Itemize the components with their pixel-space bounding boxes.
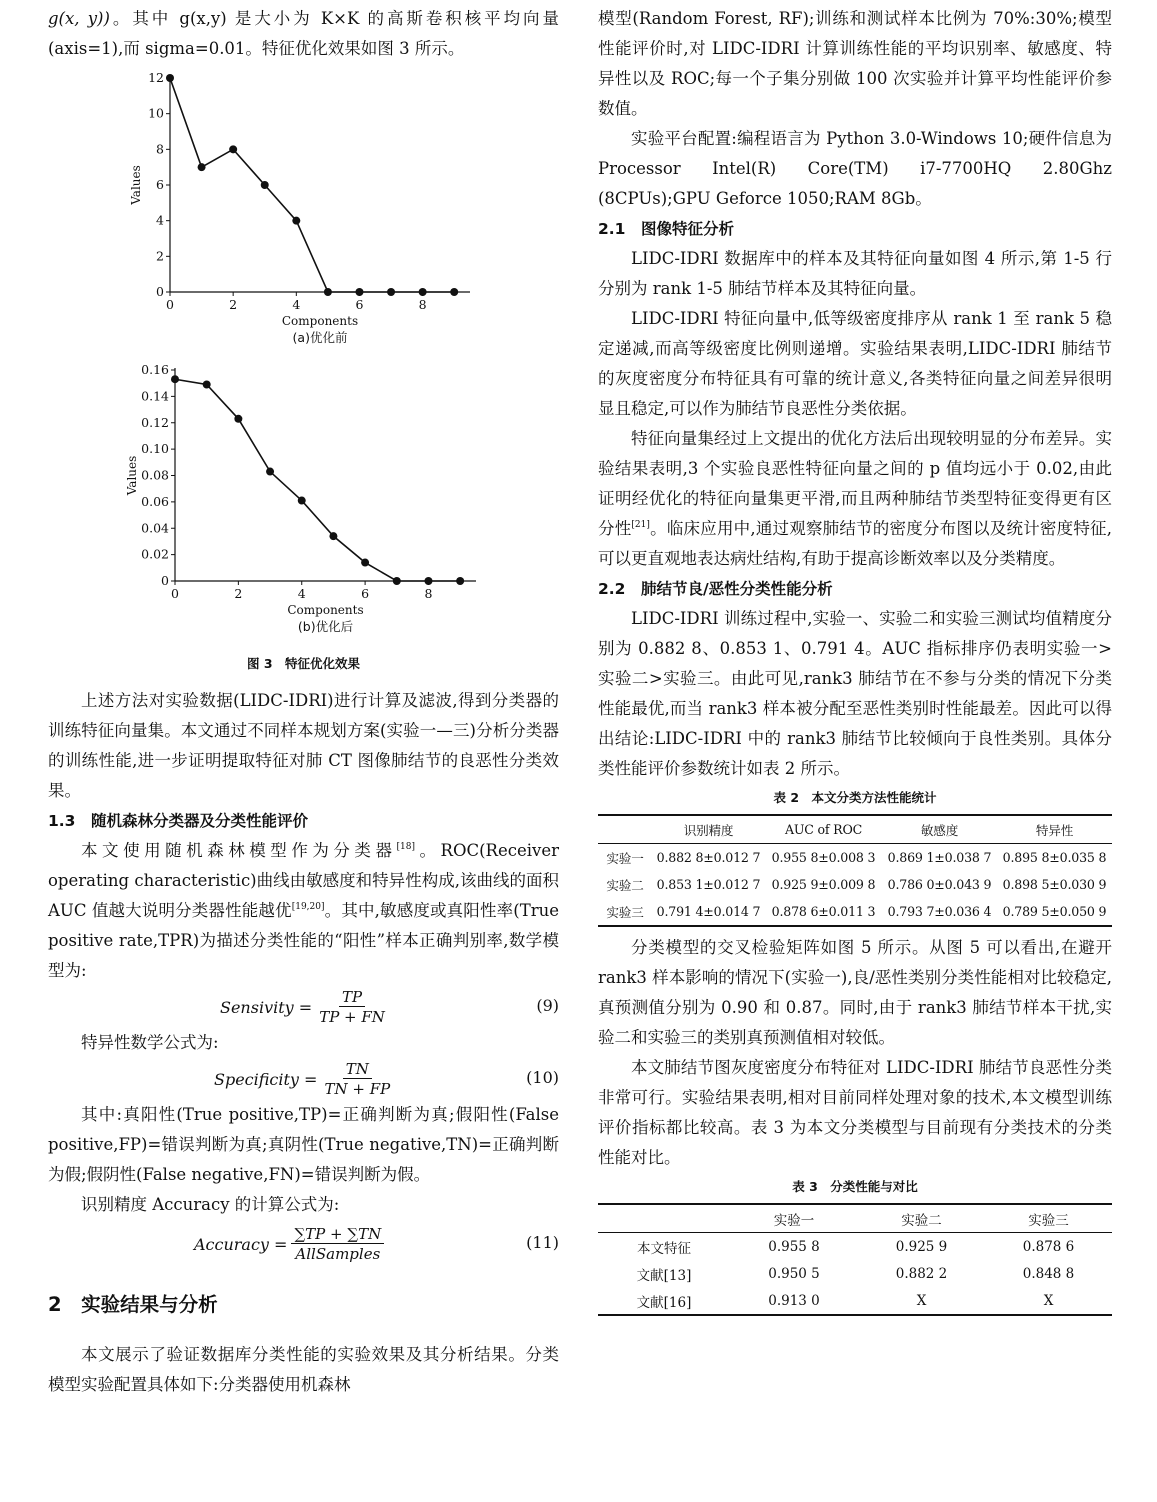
table-header-cell (598, 1204, 730, 1233)
data-point (298, 497, 306, 505)
data-point (266, 468, 274, 476)
equation-9-number: (9) (536, 996, 559, 1015)
data-point (329, 532, 337, 540)
x-tick-label: 4 (292, 297, 301, 312)
data-point (171, 375, 179, 383)
x-tick-label: 6 (361, 586, 370, 601)
paragraph-classification: LIDC-IDRI 训练过程中,实验一、实验二和实验三测试均值精度分别为 0.882 8、0.853 1、0.791 4。AUC 指标排序仍表明实验一>实验二>实验三。由此可见,rank3 肺结节在不参与分类的情况下分类性能最优,而当 rank3 样本被分配至恶性类别时性能最差。因此可以得出结论:LIDC-IDRI 中的 rank3 肺结节比较倾向于良性类别。具体分类性能评价参数统计如表 2 所示。 (598, 609, 1112, 778)
equation-11-denominator: AllSamples (295, 1244, 381, 1263)
y-tick-label: 0 (161, 573, 169, 588)
data-point (419, 288, 427, 296)
paragraph-method: 上述方法对实验数据(LIDC-IDRI)进行计算及滤波,得到分类器的训练特征向量集。本文通过不同样本规划方案(实验一—三)分析分类器的训练性能,进一步证明提取特征对肺 CT 图像肺结节的良恶性分类效果。 (48, 691, 559, 800)
paragraph-optimization: 特征向量集经过上文提出的优化方法后出现较明显的分布差异。实验结果表明,3 个实验良恶性特征向量之间的 p 值均远小于 0.02,由此证明经优化的特征向量集更平滑,而且两种肺结节类型特征变得更有区分性[21]。临床应用中,通过观察肺结节的密度分布图以及统计密度特征,可以更直观地表达病灶结构,有助于提高诊断效率以及分类精度。 (598, 429, 1112, 568)
table-cell: 0.789 5±0.050 9 (1002, 904, 1107, 919)
x-tick-label: 0 (166, 297, 174, 312)
x-tick-label: 0 (171, 586, 179, 601)
table-header-cell: AUC of ROC (784, 822, 863, 837)
data-point (292, 217, 300, 225)
x-axis-label: Components (287, 603, 364, 617)
section-heading-2-1: 2.1 图像特征分析 (598, 220, 734, 238)
table-cell: 0.786 0±0.043 9 (887, 877, 992, 892)
paragraph-accuracy: 识别精度 Accuracy 的计算公式为: (81, 1195, 340, 1214)
table-cell: 0.882 8±0.012 7 (656, 850, 761, 865)
equation-9-lhs: Sensivity = (220, 997, 313, 1017)
table-header-cell: 实验一 (773, 1212, 815, 1229)
citation-21: [21] (631, 520, 650, 530)
table-row (598, 1260, 1112, 1287)
y-axis-label: Values (125, 455, 139, 496)
data-point (203, 381, 211, 389)
y-tick-label: 0.06 (141, 493, 169, 509)
table-cell: X (1043, 1292, 1054, 1309)
paragraph-gaussian: g(x, y))。其中 g(x,y) 是大小为 K×K 的高斯卷积核平均向量(axis=1),而 sigma=0.01。特征优化效果如图 3 所示。 (48, 9, 559, 58)
table-header-cell: 实验三 (1028, 1212, 1069, 1229)
equation-10 (48, 1058, 559, 1100)
y-tick-label: 10 (148, 105, 164, 121)
table-cell: 0.791 4±0.014 7 (656, 904, 761, 919)
formula-gxy: g(x, y)) (48, 9, 110, 28)
table-cell: 实验三 (606, 905, 644, 920)
paragraph-definitions: 其中:真阳性(True positive,TP)=正确判断为真;假阳性(False positive,FP)=错误判断为真;真阴性(True negative,TN)=正确判断为假;假阴性(False negative,FN)=错误判断为假。 (48, 1105, 559, 1184)
table-row (598, 844, 1112, 872)
data-point (261, 181, 269, 189)
equation-9-numerator: TP (339, 988, 365, 1007)
y-tick-label: 0.02 (141, 546, 169, 562)
equation-9 (48, 986, 559, 1028)
paragraph-experiment-intro: 本文展示了验证数据库分类性能的实验效果及其分析结果。分类模型实验配置具体如下:分类器使用机森林 (48, 1345, 559, 1394)
table-cell: 0.955 8 (768, 1238, 820, 1255)
table-header-cell: 实验二 (901, 1212, 942, 1229)
y-tick-label: 2 (156, 248, 164, 264)
y-tick-label: 0.14 (141, 388, 169, 404)
table-header-cell: 识别精度 (683, 823, 734, 838)
table-cell: 0.869 1±0.038 7 (887, 850, 992, 865)
data-point (424, 577, 432, 585)
data-point (387, 288, 395, 296)
figure-3-caption: 图 3 特征优化效果 (246, 656, 361, 671)
table-3-caption: 表 3 分类性能与对比 (792, 1179, 918, 1194)
section-heading-2: 2 实验结果与分析 (48, 1293, 218, 1316)
table-cell: 0.895 8±0.035 8 (1002, 850, 1107, 865)
y-tick-label: 0.08 (141, 467, 169, 483)
y-tick-label: 0.12 (141, 414, 169, 430)
data-point (324, 288, 332, 296)
x-tick-label: 8 (424, 586, 433, 601)
equation-11-numerator: ∑TP + ∑TN (291, 1225, 384, 1244)
table-cell: 0.882 2 (895, 1265, 948, 1282)
x-tick-label: 8 (418, 297, 427, 312)
data-point (361, 559, 369, 567)
y-tick-label: 0.16 (141, 362, 169, 377)
table-row (598, 815, 1112, 844)
y-tick-label: 12 (148, 70, 164, 85)
table-cell: 0.878 6±0.011 3 (771, 904, 876, 919)
table-cell: 0.793 7±0.036 4 (887, 904, 992, 919)
table-cell: 0.898 5±0.030 9 (1002, 877, 1107, 892)
table-row (598, 1287, 1112, 1315)
equation-10-numerator: TN (343, 1060, 372, 1079)
table-cell: 0.853 1±0.012 7 (656, 877, 761, 892)
table-cell: 本文特征 (637, 1240, 691, 1257)
table-cell: 0.878 6 (1022, 1238, 1075, 1255)
y-tick-label: 6 (156, 177, 164, 192)
table-cell: 实验一 (606, 851, 644, 866)
table-cell: X (916, 1292, 927, 1309)
citation-18: [18] (396, 842, 415, 852)
y-tick-label: 0.04 (141, 520, 169, 536)
paragraph-feature-vectors: LIDC-IDRI 特征向量中,低等级密度排序从 rank 1 至 rank 5 稳定递减,而高等级密度比例则递增。实验结果表明,LIDC-IDRI 肺结节的灰度密度分布特征具有可靠的统计意义,各类特征向量之间差异很明显且稳定,可以作为肺结节良恶性分类依据。 (598, 309, 1112, 418)
table-cell: 文献[16] (636, 1294, 692, 1311)
table-header-cell: 特异性 (1035, 823, 1074, 838)
section-heading-2-2: 2.2 肺结节良/恶性分类性能分析 (598, 580, 833, 598)
paragraph-cross-validation: 分类模型的交叉检验矩阵如图 5 所示。从图 5 可以看出,在避开 rank3 样本影响的情况下(实验一),良/恶性类别分类性能相对比较稳定,真预测值分别为 0.90 和 0.87。同时,由于 rank3 肺结节样本干扰,实验二和实验三的类别真预测值相对较低。 (598, 938, 1112, 1047)
equation-10-number: (10) (526, 1068, 559, 1087)
equation-11-number: (11) (526, 1233, 559, 1252)
table-cell: 0.955 8±0.008 3 (771, 850, 876, 865)
y-axis-label: Values (129, 165, 143, 205)
equation-10-lhs: Specificity = (214, 1069, 318, 1089)
equation-11-lhs: Accuracy = (194, 1234, 288, 1254)
table-header-cell: 敏感度 (920, 823, 959, 838)
data-point (198, 163, 206, 171)
chart-b-after-optimization (48, 362, 559, 644)
equation-11 (48, 1220, 559, 1268)
equation-9-denominator: TP + FN (319, 1007, 385, 1026)
table-cell: 0.950 5 (768, 1265, 820, 1282)
data-point (229, 145, 237, 153)
table-3 (598, 1203, 1112, 1316)
table-cell: 0.925 9±0.009 8 (771, 877, 876, 892)
data-point (450, 288, 458, 296)
data-point (234, 415, 242, 423)
paragraph-platform: 实验平台配置:编程语言为 Python 3.0-Windows 10;硬件信息为 Processor Intel(R) Core(TM) i7-7700HQ 2.80Ghz (8CPUs);GPU Geforce 1050;RAM 8Gb。 (598, 129, 1112, 208)
x-tick-label: 2 (234, 586, 243, 601)
series-line (170, 78, 454, 292)
table-row (598, 1233, 1112, 1261)
figure-3 (48, 70, 559, 674)
x-tick-label: 6 (355, 297, 364, 312)
paragraph-samples: LIDC-IDRI 数据库中的样本及其特征向量如图 4 所示,第 1-5 行分别为 rank 1-5 肺结节样本及其特征向量。 (598, 249, 1112, 298)
series-line (175, 379, 460, 581)
table-cell: 0.925 9 (895, 1238, 948, 1255)
table-cell: 实验二 (606, 878, 644, 893)
table-cell: 0.913 0 (768, 1292, 820, 1309)
table-header-cell (598, 815, 652, 844)
y-tick-label: 0.10 (141, 441, 169, 457)
paragraph-random-forest: 本文使用随机森林模型作为分类器[18]。ROC(Receiver operating characteristic)曲线由敏感度和特异性构成,该曲线的面积 AUC 值越大说明分类器性能越优[19,20]。其中,敏感度或真阳性率(True positive rate,TPR)为描述分类性能的“阳性”样本正确判别率,数学模型为: (48, 841, 559, 980)
data-point (393, 577, 401, 585)
y-tick-label: 4 (156, 212, 164, 228)
chart-a-before-optimization (48, 70, 559, 358)
x-tick-label: 2 (229, 297, 238, 312)
table-2 (598, 814, 1112, 927)
table-row (598, 1204, 1112, 1233)
equation-10-denominator: TN + FP (324, 1079, 391, 1098)
paragraph-model-config: 模型(Random Forest, RF);训练和测试样本比例为 70%:30%;模型性能评价时,对 LIDC-IDRI 计算训练性能的平均识别率、敏感度、特异性以及 ROC;每一个子集分别做 100 次实验并计算平均性能评价参数值。 (598, 9, 1112, 118)
paragraph-comparison: 本文肺结节图灰度密度分布特征对 LIDC-IDRI 肺结节良恶性分类非常可行。实验结果表明,相对目前同样处理对象的技术,本文模型训练评价指标都比较高。表 3 为本文分类模型与目前现有分类技术的分类性能对比。 (598, 1058, 1112, 1167)
section-heading-1-3: 1.3 随机森林分类器及分类性能评价 (48, 812, 308, 830)
citation-19-20: [19,20] (291, 902, 325, 912)
y-tick-label: 8 (156, 141, 164, 157)
left-column (48, 0, 559, 1400)
paragraph-specificity: 特异性数学公式为: (81, 1033, 219, 1052)
table-row (598, 871, 1112, 898)
y-tick-label: 0 (156, 284, 164, 299)
data-point (166, 74, 174, 82)
table-cell: 0.848 8 (1022, 1265, 1075, 1282)
x-axis-label: Components (281, 314, 359, 328)
table-row (598, 898, 1112, 926)
right-column (598, 0, 1112, 1316)
data-point (355, 288, 363, 296)
data-point (456, 577, 464, 585)
table-cell: 文献[13] (636, 1267, 692, 1284)
subfigure-caption: (a)优化前 (292, 330, 348, 345)
subfigure-caption: (b)优化后 (297, 619, 354, 634)
x-tick-label: 4 (297, 586, 306, 601)
table-2-caption: 表 2 本文分类方法性能统计 (773, 790, 937, 805)
